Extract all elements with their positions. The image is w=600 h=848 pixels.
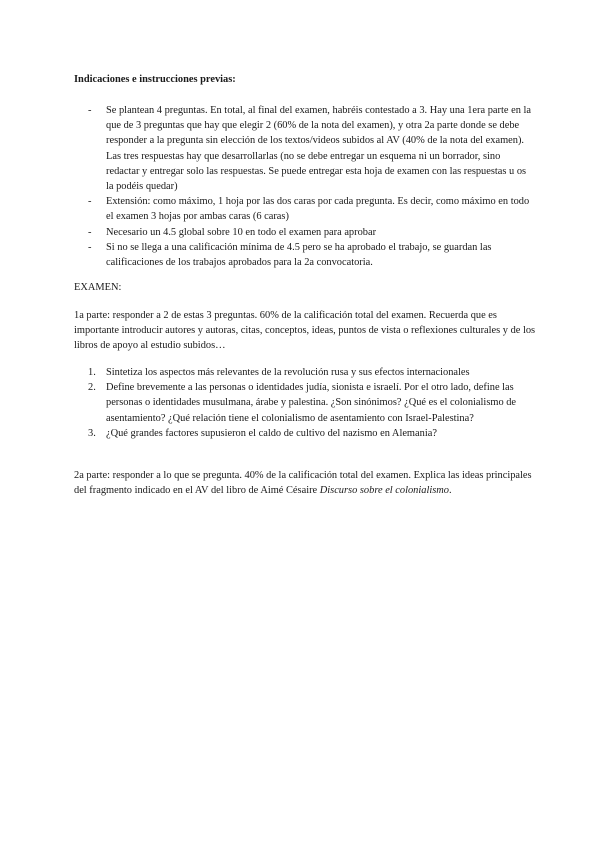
instruction-text: Extensión: como máximo, 1 hoja por las dos caras por cada pregunta. Es decir, como máximo en todo el examen 3 hojas por ambas caras (6 caras) [106,196,530,223]
question-number: 2. [88,382,96,394]
list-dash: - [88,105,92,116]
question-item [74,426,536,441]
part2-end: . [448,485,452,497]
question-text: ¿Qué grandes factores supusieron el caldo de cultivo del nazismo en Alemania? [106,427,437,439]
exam-title: EXAMEN: [74,282,122,293]
instruction-text: Si no se llega a una calificación mínima de 4.5 pero se ha aprobado el trabajo, se guardan las calificaciones de los trabajos aprobados para la 2a convocatoria. [106,241,492,269]
instruction-text: Se plantean 4 preguntas. En total, al final del examen, habréis contestado a 3. Hay una 1era parte en la que de 3 preguntas que hay que elegir 2 (60% de la nota del examen), y otra 2a parte donde se debe responder a la pregunta sin elección de los textos/videos subidos al AV (40% de la nota del examen). Las tres respuestas hay que desarrollarlas (no se debe entregar un esquema ni un borrador, sino redactar y entregar solo las respuestas. Se puede entregar esta hoja de examen con las respuestas u os la podéis quedar) [106,105,531,193]
list-item [74,225,534,240]
question-text: Sintetiza los aspectos más relevantes de la revolución rusa y sus efectos internacionales [106,367,470,378]
list-dash: - [88,241,92,253]
question-item [74,365,536,380]
list-item [74,194,534,224]
part2-instructions [74,468,536,498]
questions-list [74,365,536,441]
part1-instructions: 1a parte: responder a 2 de estas 3 preguntas. 60% de la calificación total del examen. Recuerda que es importante introducir autores y autoras, citas, conceptos, ideas, puntos de vista o reflexiones culturales y de los libros de apoyo al estudio subidos… [74,310,536,352]
question-item [74,380,536,426]
instructions-heading: Indicaciones e instrucciones previas: [74,74,236,85]
book-title: Discurso sobre el colonialismo [319,485,449,497]
list-dash: - [88,226,92,238]
part2-text: 2a parte: responder a lo que se pregunta. 40% de la calificación total del examen. Explica las ideas principales del fragmento indicado en el AV del libro de Aimé Césaire [74,470,532,497]
question-number: 3. [88,427,96,439]
question-number: 1. [88,367,96,378]
instruction-text: Necesario un 4.5 global sobre 10 en todo el examen para aprobar [106,226,377,238]
instructions-list [74,103,534,270]
question-text: Define brevemente a las personas o identidades judía, sionista e israelí. Por el otro lado, define las personas o identidades musulmana, árabe y palestina. ¿Son sinónimos? ¿Qué es el colonialismo de asentamiento? ¿Qué relación tiene el colonialismo de asentamiento con Israel-Palestina? [106,382,517,424]
list-item [74,240,534,270]
list-dash: - [88,196,92,208]
list-item [74,103,534,194]
